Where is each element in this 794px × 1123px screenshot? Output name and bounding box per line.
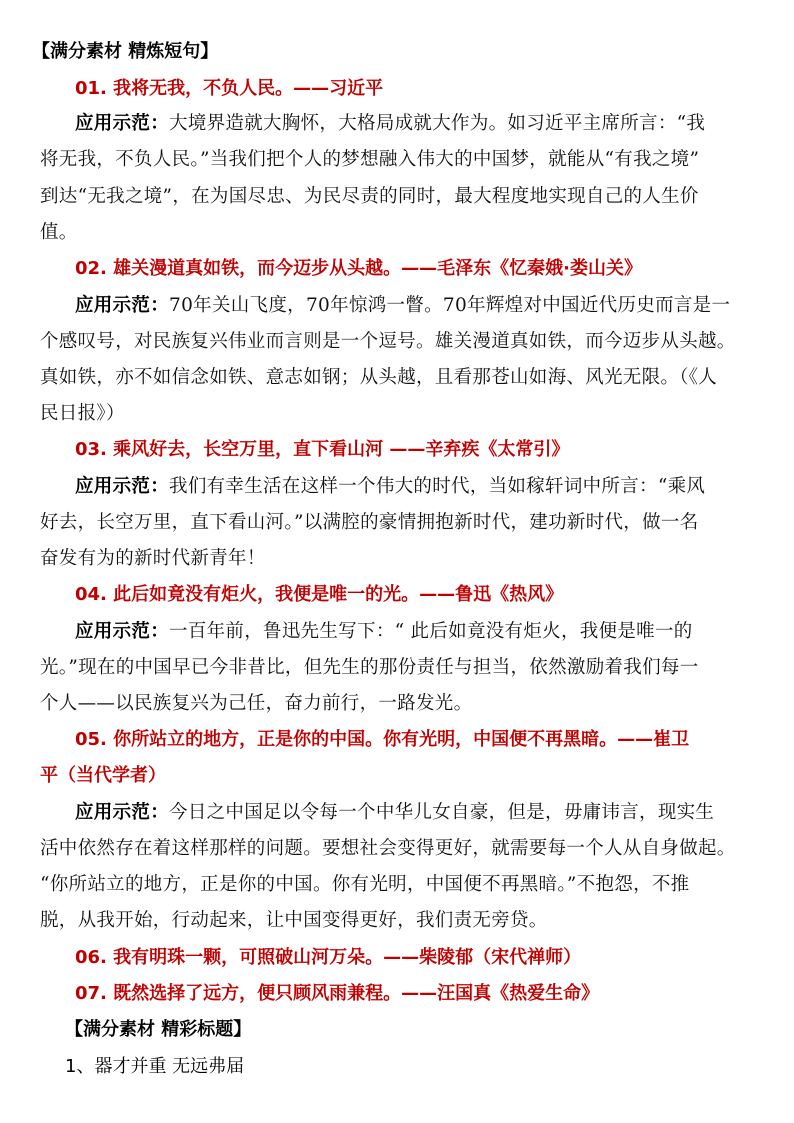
example-label: 应用示范： xyxy=(75,621,170,642)
example-label: 应用示范： xyxy=(75,113,170,134)
quote-02: 02. 雄关漫道真如铁，而今迈步从头越。——毛泽东《忆秦娥·娄山关》 xyxy=(75,258,642,279)
example-04-line-3: 个人——以民族复兴为己任，奋力前行，一路发光。 xyxy=(40,693,473,714)
example-text: 一百年前，鲁迅先生写下：“ 此后如竟没有炬火，我便是唯一的 xyxy=(169,621,693,642)
example-04-line-1 xyxy=(75,620,693,644)
example-label: 应用示范： xyxy=(75,295,170,316)
example-05-line-4: 脱，从我开始，行动起来，让中国变得更好，我们责无旁贷。 xyxy=(40,910,548,931)
section-title-featured-titles: 【满分素材 精彩标题】 xyxy=(65,1019,252,1040)
example-01-line-2: 将无我，不负人民。”当我们把个人的梦想融入伟大的中国梦，就能从“有我之境” xyxy=(40,149,700,170)
example-01-line-1 xyxy=(75,112,705,136)
example-text: 大境界造就大胸怀，大格局成就大作为。如习近平主席所言：“我 xyxy=(169,113,706,134)
section-title-short-sentences: 【满分素材 精炼短句】 xyxy=(32,41,219,62)
example-text: 我们有幸生活在这样一个伟大的时代，当如稼轩词中所言：“乘风 xyxy=(169,476,706,497)
example-text: 今日之中国足以令每一个中华儿女自豪，但是，毋庸讳言，现实生 xyxy=(169,802,715,823)
example-02-line-4: 民日报》） xyxy=(40,403,125,424)
example-02-line-3: 真如铁，亦不如信念如铁、意志如钢；从头越，且看那苍山如海、风光无限。（《人 xyxy=(40,367,718,388)
example-label: 应用示范： xyxy=(75,476,170,497)
example-01-line-4: 值。 xyxy=(40,222,78,243)
quote-01: 01. 我将无我，不负人民。——习近平 xyxy=(75,78,384,99)
example-02-line-2: 个感叹号，对民族复兴伟业而言则是一个逗号。雄关漫道真如铁，而今迈步从头越。 xyxy=(40,331,736,352)
quote-05-line-2: 平（当代学者） xyxy=(40,765,166,786)
quote-07: 07. 既然选择了远方，便只顾风雨兼程。——汪国真《热爱生命》 xyxy=(75,983,600,1004)
example-03-line-2: 好去，长空万里，直下看山河。”以满腔的豪情拥抱新时代，建功新时代，做一名 xyxy=(40,512,699,533)
example-04-line-2: 光。”现在的中国早已今非昔比，但先生的那份责任与担当，依然激励着我们每一 xyxy=(40,657,699,678)
example-05-line-1 xyxy=(75,801,714,825)
example-text: 70年关山飞度，70年惊鸿一瞥。70年辉煌对中国近代历史而言是一 xyxy=(169,295,731,316)
example-05-line-3: “你所站立的地方，正是你的中国。你有光明，中国便不再黑暗。”不抱怨，不推 xyxy=(40,874,690,895)
quote-03: 03. 乘风好去，长空万里，直下看山河 ——辛弃疾《太常引》 xyxy=(75,439,570,460)
title-item-1: 1、器才并重 无远弗届 xyxy=(65,1056,245,1077)
quote-05-line-1: 05. 你所站立的地方，正是你的中国。你有光明，中国便不再黑暗。——崔卫 xyxy=(75,729,690,750)
example-02-line-1 xyxy=(75,294,730,318)
example-03-line-3: 奋发有为的新时代新青年！ xyxy=(40,548,266,569)
example-label: 应用示范： xyxy=(75,802,170,823)
quote-06: 06. 我有明珠一颗，可照破山河万朵。——柴陵郁（宋代禅师） xyxy=(75,947,582,968)
example-05-line-2: 活中依然存在着这样那样的问题。要想社会变得更好，就需要每一个人从自身做起。 xyxy=(40,838,736,859)
example-03-line-1 xyxy=(75,475,705,499)
example-01-line-3: 到达“无我之境”，在为国尽忠、为民尽责的同时，最大程度地实现自己的人生价 xyxy=(40,186,699,207)
quote-04: 04. 此后如竟没有炬火，我便是唯一的光。——鲁迅《热风》 xyxy=(75,584,564,605)
